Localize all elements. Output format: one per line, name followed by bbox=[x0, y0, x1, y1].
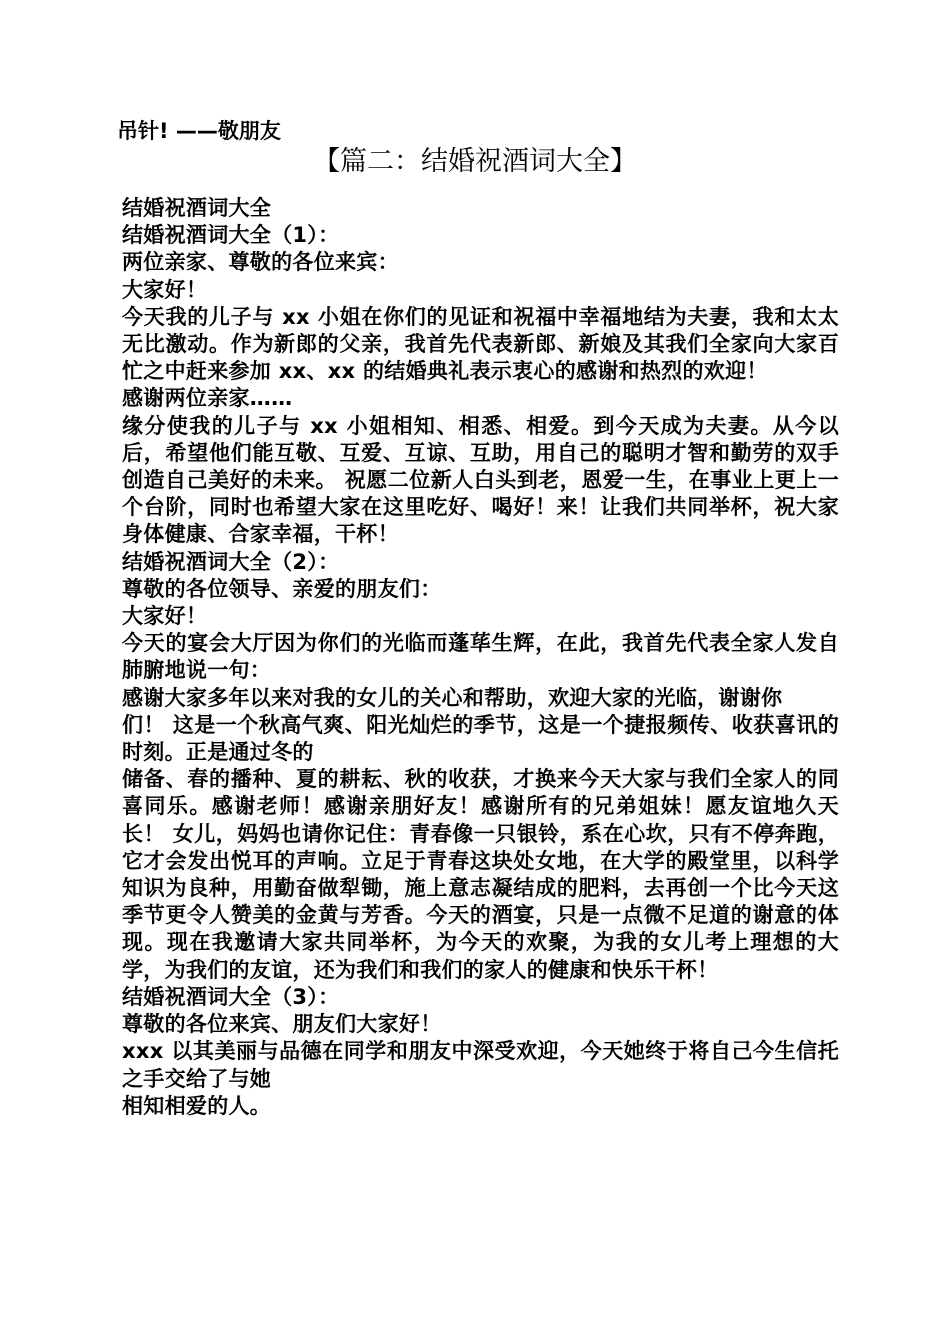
paragraph: 尊敬的各位领导、亲爱的朋友们： bbox=[122, 576, 442, 601]
paragraph: 大家好！ bbox=[122, 277, 208, 302]
paragraph: 储备、春的播种、夏的耕耘、秋的收获，才换来今天大家与我们全家人的同喜同乐。感谢老师！感谢亲朋好友！感谢所有的兄弟姐妹！愿友谊地久天长！ 女儿，妈妈也请你记住：青春像一只银铃，系在心坎，只有不停奔跑，它才会发出悦耳的声响。立足于青春这块处女地，在大学的殿堂里，以科学知识为良种，用勤奋做犁锄，施上意志凝结成的肥料，去再创一个比今天这季节更令人赞美的金黄与芳香。今天的酒宴，只是一点微不足道的谢意的体现。现在我邀请大家共同举杯，为今天的欢聚，为我的女儿考上理想的大学，为我们的友谊，还为我们和我们的家人的健康和快乐干杯！ bbox=[122, 767, 839, 982]
section-title: 【篇二：结婚祝酒词大全】 bbox=[313, 146, 637, 177]
paragraph: 两位亲家、尊敬的各位来宾： bbox=[122, 250, 399, 275]
paragraph: 结婚祝酒词大全（1）： bbox=[122, 223, 340, 248]
continued-text-line: 吊针! ——敬朋友 bbox=[117, 119, 281, 143]
paragraph: 缘分使我的儿子与 xx 小姐相知、相悉、相爱。到今天成为夫妻。从今以后，希望他们能互敬、互爱、互谅、互助，用自己的聪明才智和勤劳的双手创造自己美好的未来。 祝愿二位新人白头到老，恩爱一生，在事业上更上一个台阶，同时也希望大家在这里吃好、喝好！来！让我们共同举杯，祝大家身体健康、合家幸福，干杯！ bbox=[122, 413, 839, 547]
paragraph: 大家好！ bbox=[122, 604, 208, 629]
paragraph: xxx 以其美丽与品德在同学和朋友中深受欢迎，今天她终于将自己今生信托之手交给了与她 bbox=[122, 1039, 839, 1091]
paragraph: 们！ 这是一个秋高气爽、阳光灿烂的季节，这是一个捷报频传、收获喜讯的时刻。正是通过冬的 bbox=[122, 712, 839, 765]
paragraph: 相知相爱的人。 bbox=[122, 1093, 272, 1118]
paragraph: 感谢大家多年以来对我的女儿的关心和帮助，欢迎大家的光临，谢谢你 bbox=[122, 685, 783, 710]
paragraph: 尊敬的各位来宾、朋友们大家好！ bbox=[122, 1012, 442, 1037]
document-body bbox=[117, 195, 839, 1120]
paragraph: 结婚祝酒词大全 bbox=[122, 196, 272, 220]
paragraph: 结婚祝酒词大全（3）： bbox=[122, 984, 340, 1009]
paragraph: 结婚祝酒词大全（2）： bbox=[122, 549, 340, 574]
paragraph: 感谢两位亲家…… bbox=[122, 386, 293, 411]
paragraph: 今天的宴会大厅因为你们的光临而蓬荜生辉，在此，我首先代表全家人发自肺腑地说一句： bbox=[122, 631, 839, 683]
paragraph: 今天我的儿子与 xx 小姐在你们的见证和祝福中幸福地结为夫妻，我和太太无比激动。作为新郎的父亲，我首先代表新郎、新娘及其我们全家向大家百忙之中赶来参加 xx、xx 的结婚典礼表示衷心的感谢和热烈的欢迎！ bbox=[122, 304, 839, 384]
